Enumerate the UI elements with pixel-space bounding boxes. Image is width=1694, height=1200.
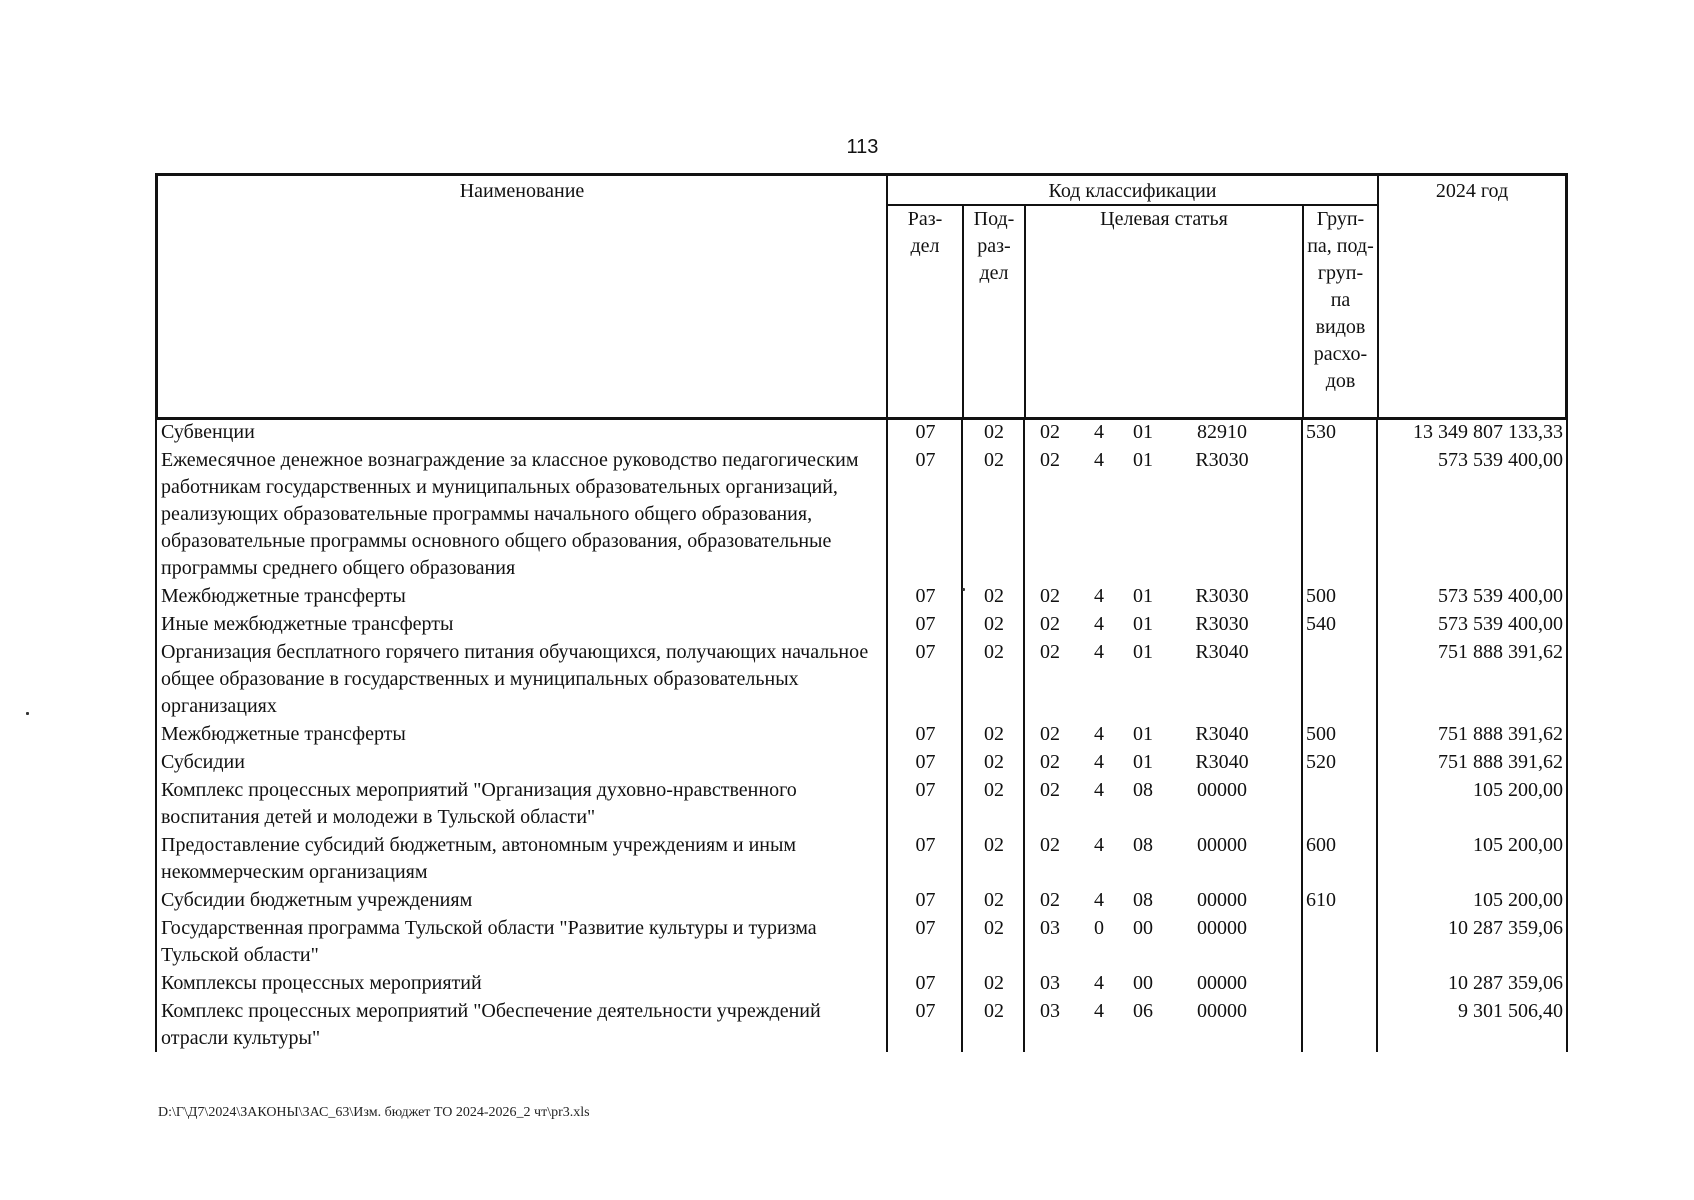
row-target-subprogram: 08 xyxy=(1133,779,1153,801)
row-target-type: 4 xyxy=(1094,834,1104,856)
header-classification: Код классификации xyxy=(1048,180,1217,202)
row-target-program: 02 xyxy=(1040,449,1060,471)
header-podrazdel-line: раз- xyxy=(977,235,1011,257)
header-group-line: груп- xyxy=(1317,262,1364,284)
header-razdel-line: дел xyxy=(910,235,940,257)
row-target-program: 03 xyxy=(1040,917,1060,939)
row-razdel: 07 xyxy=(915,449,936,471)
row-amount: 10 287 359,06 xyxy=(1448,972,1563,994)
row-target-program: 02 xyxy=(1040,641,1060,663)
row-target-type: 4 xyxy=(1094,751,1104,773)
row-razdel: 07 xyxy=(915,723,936,745)
row-target-type: 4 xyxy=(1094,723,1104,745)
row-target-direction: R3040 xyxy=(1195,723,1249,745)
row-target-subprogram: 01 xyxy=(1133,641,1153,663)
row-expense-group: 500 xyxy=(1306,723,1336,745)
table-row xyxy=(157,582,1566,610)
header-group-line: Груп- xyxy=(1316,208,1365,230)
row-amount: 9 301 506,40 xyxy=(1458,1000,1563,1022)
table-row xyxy=(157,446,1566,582)
row-target-program: 02 xyxy=(1040,421,1060,443)
row-razdel: 07 xyxy=(915,585,936,607)
table-body xyxy=(155,418,1568,1052)
row-podrazdel: 02 xyxy=(984,889,1004,911)
row-amount: 105 200,00 xyxy=(1473,779,1563,801)
row-name: Комплекс процессных мероприятий "Организация духовно-нравственного воспитания детей и молодежи в Тульской области" xyxy=(161,779,797,828)
row-expense-group: 500 xyxy=(1306,585,1336,607)
header-podrazdel-line: Под- xyxy=(973,208,1015,230)
row-target-subprogram: 08 xyxy=(1133,889,1153,911)
row-podrazdel: 02 xyxy=(984,751,1004,773)
header-year: 2024 год xyxy=(1435,180,1509,202)
header-podrazdel-line: дел xyxy=(979,262,1009,284)
row-target-type: 4 xyxy=(1094,1000,1104,1022)
file-path-footer: D:\Г\Д7\2024\ЗАКОНЫ\ЗАС_63\Изм. бюджет ТО 2024-2026_2 чт\pr3.xls xyxy=(158,1105,590,1120)
row-amount: 105 200,00 xyxy=(1473,834,1563,856)
row-target-direction: 00000 xyxy=(1197,779,1247,801)
row-amount: 105 200,00 xyxy=(1473,889,1563,911)
table-row xyxy=(157,969,1566,997)
header-podrazdel xyxy=(964,206,1024,287)
row-target-direction: 00000 xyxy=(1197,834,1247,856)
row-amount: 573 539 400,00 xyxy=(1438,613,1563,635)
table-header xyxy=(155,173,1568,420)
row-name: Межбюджетные трансферты xyxy=(161,585,406,607)
row-target-direction: R3040 xyxy=(1195,641,1249,663)
row-name: Организация бесплатного горячего питания обучающихся, получающих начальное общее образование в государственных и муниципальных образовательных организациях xyxy=(161,641,869,717)
row-name: Предоставление субсидий бюджетным, автономным учреждениям и иным некоммерческим организациям xyxy=(161,834,797,883)
row-razdel: 07 xyxy=(915,972,936,994)
row-razdel: 07 xyxy=(915,1000,936,1022)
header-razdel-line: Раз- xyxy=(907,208,943,230)
header-group-line: па, под- xyxy=(1307,235,1374,257)
row-expense-group: 520 xyxy=(1306,751,1336,773)
row-target-subprogram: 08 xyxy=(1133,834,1153,856)
row-target-direction: 00000 xyxy=(1197,972,1247,994)
row-target-type: 4 xyxy=(1094,449,1104,471)
row-target-direction: R3030 xyxy=(1195,585,1249,607)
row-target-subprogram: 00 xyxy=(1133,972,1153,994)
row-target-direction: 00000 xyxy=(1197,1000,1247,1022)
row-target-type: 4 xyxy=(1094,889,1104,911)
row-amount: 751 888 391,62 xyxy=(1438,723,1563,745)
header-group-line: видов xyxy=(1315,316,1366,338)
row-amount: 13 349 807 133,33 xyxy=(1413,421,1563,443)
row-target-direction: R3040 xyxy=(1195,751,1249,773)
scan-speck xyxy=(26,712,29,715)
row-expense-group: 540 xyxy=(1306,613,1336,635)
row-target-type: 0 xyxy=(1094,917,1104,939)
row-target-direction: 00000 xyxy=(1197,917,1247,939)
row-name: Субсидии xyxy=(161,751,245,773)
row-target-program: 02 xyxy=(1040,751,1060,773)
row-target-subprogram: 01 xyxy=(1133,421,1153,443)
row-target-program: 03 xyxy=(1040,1000,1060,1022)
row-amount: 10 287 359,06 xyxy=(1448,917,1563,939)
row-name: Субвенции xyxy=(161,421,255,443)
scan-speck xyxy=(962,588,965,591)
header-target: Целевая статья xyxy=(1100,208,1228,230)
table-row xyxy=(157,776,1566,831)
row-name: Субсидии бюджетным учреждениям xyxy=(161,889,473,911)
row-name: Межбюджетные трансферты xyxy=(161,723,406,745)
row-target-type: 4 xyxy=(1094,641,1104,663)
row-target-type: 4 xyxy=(1094,585,1104,607)
row-name: Комплекс процессных мероприятий "Обеспечение деятельности учреждений отрасли культуры" xyxy=(161,1000,821,1049)
table-row xyxy=(157,914,1566,969)
row-target-program: 02 xyxy=(1040,889,1060,911)
row-target-type: 4 xyxy=(1094,421,1104,443)
row-target-program: 03 xyxy=(1040,972,1060,994)
row-target-type: 4 xyxy=(1094,779,1104,801)
row-amount: 573 539 400,00 xyxy=(1438,585,1563,607)
row-expense-group: 600 xyxy=(1306,834,1336,856)
table-row xyxy=(157,886,1566,914)
row-target-subprogram: 01 xyxy=(1133,613,1153,635)
row-target-subprogram: 01 xyxy=(1133,723,1153,745)
row-podrazdel: 02 xyxy=(984,641,1004,663)
table-row xyxy=(157,831,1566,886)
row-podrazdel: 02 xyxy=(984,421,1004,443)
row-podrazdel: 02 xyxy=(984,972,1004,994)
row-podrazdel: 02 xyxy=(984,723,1004,745)
row-podrazdel: 02 xyxy=(984,585,1004,607)
row-target-subprogram: 01 xyxy=(1133,751,1153,773)
row-target-subprogram: 00 xyxy=(1133,917,1153,939)
row-target-subprogram: 01 xyxy=(1133,585,1153,607)
header-razdel xyxy=(888,206,962,260)
table-row xyxy=(157,610,1566,638)
row-name: Иные межбюджетные трансферты xyxy=(161,613,454,635)
row-target-type: 4 xyxy=(1094,613,1104,635)
row-target-direction: R3030 xyxy=(1195,613,1249,635)
row-podrazdel: 02 xyxy=(984,449,1004,471)
row-amount: 751 888 391,62 xyxy=(1438,641,1563,663)
row-target-program: 02 xyxy=(1040,779,1060,801)
row-target-program: 02 xyxy=(1040,613,1060,635)
row-target-subprogram: 06 xyxy=(1133,1000,1153,1022)
row-razdel: 07 xyxy=(915,613,936,635)
row-target-program: 02 xyxy=(1040,585,1060,607)
table-row xyxy=(157,997,1566,1052)
row-name: Ежемесячное денежное вознаграждение за классное руководство педагогическим работникам государственных и муниципальных образовательных организаций, реализующих образовательные программы начального общего образования, образовательные программы основного общего образования, образовательные программы среднего общего образования xyxy=(161,449,859,579)
row-podrazdel: 02 xyxy=(984,834,1004,856)
row-target-direction: 00000 xyxy=(1197,889,1247,911)
row-target-program: 02 xyxy=(1040,834,1060,856)
row-expense-group: 530 xyxy=(1306,421,1336,443)
table-row xyxy=(157,418,1566,446)
row-expense-group: 610 xyxy=(1306,889,1336,911)
header-name: Наименование xyxy=(459,180,585,202)
row-podrazdel: 02 xyxy=(984,779,1004,801)
row-razdel: 07 xyxy=(915,779,936,801)
row-target-direction: R3030 xyxy=(1195,449,1249,471)
page-number: 113 xyxy=(846,136,879,158)
row-razdel: 07 xyxy=(915,917,936,939)
row-target-program: 02 xyxy=(1040,723,1060,745)
row-amount: 573 539 400,00 xyxy=(1438,449,1563,471)
table-row xyxy=(157,748,1566,776)
row-amount: 751 888 391,62 xyxy=(1438,751,1563,773)
row-razdel: 07 xyxy=(915,834,936,856)
row-podrazdel: 02 xyxy=(984,1000,1004,1022)
row-target-type: 4 xyxy=(1094,972,1104,994)
header-group-line: дов xyxy=(1325,370,1356,392)
table-row xyxy=(157,720,1566,748)
table-row xyxy=(157,638,1566,720)
row-razdel: 07 xyxy=(915,421,936,443)
header-group xyxy=(1304,206,1377,395)
row-target-subprogram: 01 xyxy=(1133,449,1153,471)
row-razdel: 07 xyxy=(915,751,936,773)
row-razdel: 07 xyxy=(915,641,936,663)
row-name: Комплексы процессных мероприятий xyxy=(161,972,482,994)
header-group-line: па xyxy=(1330,289,1351,311)
header-group-line: расхо- xyxy=(1313,343,1368,365)
row-podrazdel: 02 xyxy=(984,917,1004,939)
row-name: Государственная программа Тульской области "Развитие культуры и туризма Тульской области" xyxy=(161,917,817,966)
row-razdel: 07 xyxy=(915,889,936,911)
row-podrazdel: 02 xyxy=(984,613,1004,635)
row-target-direction: 82910 xyxy=(1197,421,1247,443)
